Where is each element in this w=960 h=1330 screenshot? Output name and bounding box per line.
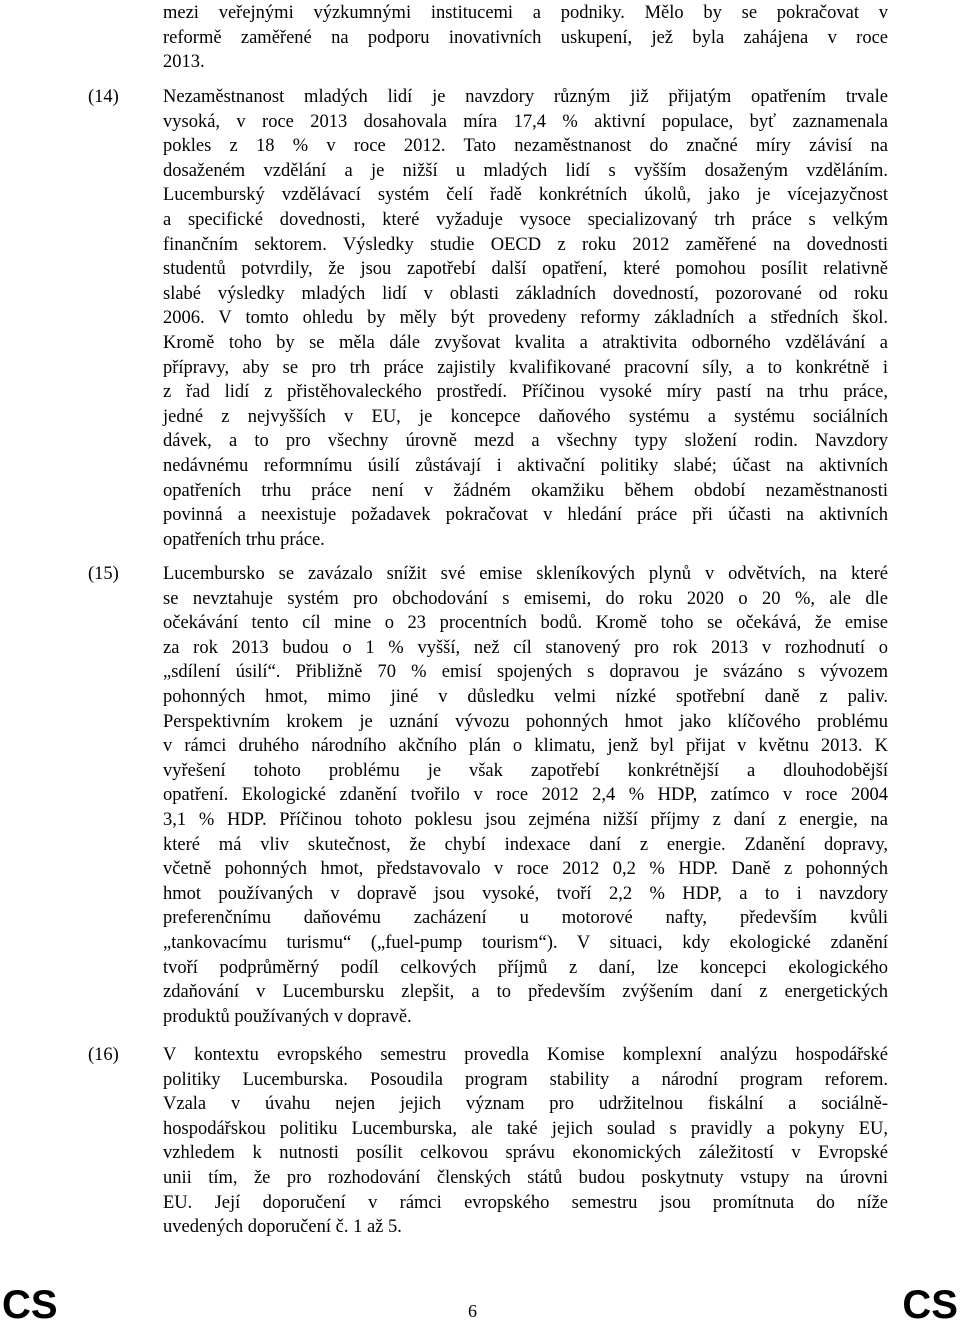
footer-language-code-left: CS bbox=[2, 1283, 58, 1327]
text-line: „sdílení úsilí“. Přibližně 70 % emisí spojených s dopravou je svázáno s vývozem bbox=[163, 662, 888, 683]
text-line: vzhledem k nutnosti posílit celkovou správu ekonomických záležitostí v Evropské bbox=[163, 1143, 888, 1164]
text-line: Nezaměstnanost mladých lidí je navzdory různým již přijatým opatřením trvale bbox=[163, 87, 888, 107]
paragraph-number: (14) bbox=[88, 87, 119, 107]
text-line: vysoká, v roce 2013 dosahovala míra 17,4 % aktivní populace, byť zaznamenala bbox=[163, 111, 888, 132]
text-line: za rok 2013 budou o 1 % vyšší, než cíl stanovený pro rok 2013 v rozhodnutí o bbox=[163, 637, 888, 658]
text-line: Lucembursko se zavázalo snížit své emise skleníkových plynů v odvětvích, na které bbox=[163, 564, 888, 584]
text-line: „tankovacímu turismu“ („fuel-pump tourism“). V situaci, kdy ekologické zdanění bbox=[163, 932, 888, 953]
text-line: mezi veřejnými výzkumnými institucemi a podniky. Mělo by se pokračovat v bbox=[163, 3, 888, 23]
text-line: EU. Její doporučení v rámci evropského semestru jsou promítnuta do níže bbox=[163, 1192, 888, 1213]
text-line: opatřeních trhu práce. bbox=[163, 529, 325, 550]
text-line: V kontextu evropského semestru provedla Komise komplexní analýzu hospodářské bbox=[163, 1045, 888, 1065]
text-line: nedávnému reformnímu úsilí zůstávají i aktivační politiky slabé; účast na aktivních bbox=[163, 455, 888, 476]
paragraph-text bbox=[163, 562, 888, 1029]
text-line: hmot používaných v dopravě jsou vysoké, tvoří 2,2 % HDP, a to i navzdory bbox=[163, 883, 888, 904]
text-line: reformě zaměřené na podporu inovativních uskupení, jež byla zahájena v roce bbox=[163, 27, 888, 48]
text-line: jedné z nejvyšších v EU, je koncepce daňového systému a systému sociálních bbox=[163, 406, 888, 427]
text-line: Perspektivním krokem je uznání vývozu pohonných hmot jako klíčového problému bbox=[163, 711, 888, 732]
text-line: politiky Lucemburska. Posoudila program stability a národní program reforem. bbox=[163, 1069, 888, 1090]
text-line: se nevztahuje systém pro obchodování s emisemi, do roku 2020 o 20 %, ale dle bbox=[163, 588, 888, 609]
text-line: studentů potvrdily, že jsou zapotřebí další opatření, které pomohou posílit relativně bbox=[163, 259, 888, 280]
text-line: které má vliv skutečnost, že chybí indexace daní z energie. Zdanění dopravy, bbox=[163, 834, 888, 855]
paragraph-text bbox=[163, 1043, 888, 1240]
text-line: povinná a neexistuje požadavek pokračovat v hledání práce při účasti na aktivních bbox=[163, 505, 888, 526]
text-line: opatření. Ekologické zdanění tvořilo v roce 2012 2,4 % HDP, zatímco v roce 2004 bbox=[163, 785, 888, 806]
text-line: očekávání tento cíl mine o 23 procentních bodů. Kromě toho se očekává, že emise bbox=[163, 613, 888, 634]
text-line: unii tím, že pro rozhodování členských států budou poskytnuty vstupy na úrovni bbox=[163, 1167, 888, 1188]
page-number: 6 bbox=[468, 1301, 477, 1321]
text-line: v rámci druhého národního akčního plán o klimatu, jenž byl přijat v květnu 2013. K bbox=[163, 736, 888, 757]
text-line: pokles z 18 % v roce 2012. Tato nezaměstnanost do značné míry závisí na bbox=[163, 136, 888, 157]
footer-language-code-right: CS bbox=[902, 1283, 958, 1327]
text-line: Vzala v úvahu nejen jejich význam pro udržitelnou fiskální a sociálně- bbox=[163, 1094, 888, 1115]
paragraph-text bbox=[163, 1, 888, 75]
text-line: pohonných hmot, mimo jiné v důsledku velmi nízké spotřební daně z paliv. bbox=[163, 686, 888, 707]
text-line: finančním sektorem. Výsledky studie OECD z roku 2012 zaměřené na dovednosti bbox=[163, 234, 888, 255]
paragraph-number: (15) bbox=[88, 564, 119, 584]
text-line: Kromě toho by se měla dále zvyšovat kvalita a atraktivita odborného vzdělávání a bbox=[163, 332, 888, 353]
text-line: hospodářskou politiku Lucemburska, ale také jejich soulad s pravidly a pokyny EU, bbox=[163, 1118, 888, 1139]
text-line: 3,1 % HDP. Příčinou tohoto poklesu jsou zejména nižší příjmy z daní z energie, na bbox=[163, 809, 888, 830]
text-line: opatřeních trhu práce není v žádném okamžiku během období nezaměstnanosti bbox=[163, 480, 888, 501]
text-line: uvedených doporučení č. 1 až 5. bbox=[163, 1217, 402, 1238]
text-line: včetně pohonných hmot, představovalo v roce 2012 0,2 % HDP. Daně z pohonných bbox=[163, 859, 888, 880]
text-line: produktů používaných v dopravě. bbox=[163, 1006, 412, 1027]
text-line: 2013. bbox=[163, 52, 205, 73]
text-line: z řad lidí z přistěhovaleckého prostředí. Příčinou vysoké míry pastí na trhu práce, bbox=[163, 382, 888, 403]
paragraph-15 bbox=[88, 562, 888, 1029]
text-line: Lucemburský vzdělávací systém čelí řadě konkrétních úkolů, jako je vícejazyčnost bbox=[163, 185, 888, 206]
paragraph-number: (16) bbox=[88, 1045, 119, 1065]
text-line: dosaženém vzdělání a je nižší u mladých lidí s vyšším dosaženým vzděláním. bbox=[163, 160, 888, 181]
text-line: přípravy, aby se pro trh práce zajistily kvalifikované pracovní síly, a to konkrétně i bbox=[163, 357, 888, 378]
text-line: dávek, a to pro všechny úrovně mezd a všechny typy složení rodin. Navzdory bbox=[163, 431, 888, 452]
paragraph-14 bbox=[88, 85, 888, 552]
text-line: preferenčnímu daňovému zacházení u motorové nafty, především kvůli bbox=[163, 908, 888, 929]
text-line: vyřešení tohoto problému je však zapotřebí konkrétnější a dlouhodobější bbox=[163, 760, 888, 781]
text-line: 2006. V tomto ohledu by měly být provedeny reformy základních a středních škol. bbox=[163, 308, 888, 329]
paragraph-16 bbox=[88, 1043, 888, 1240]
text-line: slabé výsledky mladých lidí v oblasti základních dovedností, pozorované od roku bbox=[163, 283, 888, 304]
text-line: a specifické dovednosti, které vyžaduje vysoce specializovaný trh práce s velkým bbox=[163, 209, 888, 230]
text-line: tvoří podprůměrný podíl celkových příjmů z daní, lze koncepci ekologického bbox=[163, 957, 888, 978]
paragraph-text bbox=[163, 85, 888, 552]
paragraph-continuation bbox=[88, 1, 888, 75]
text-line: zdaňování v Lucembursku zlepšit, a to především zvýšením daní z energetických bbox=[163, 982, 888, 1003]
